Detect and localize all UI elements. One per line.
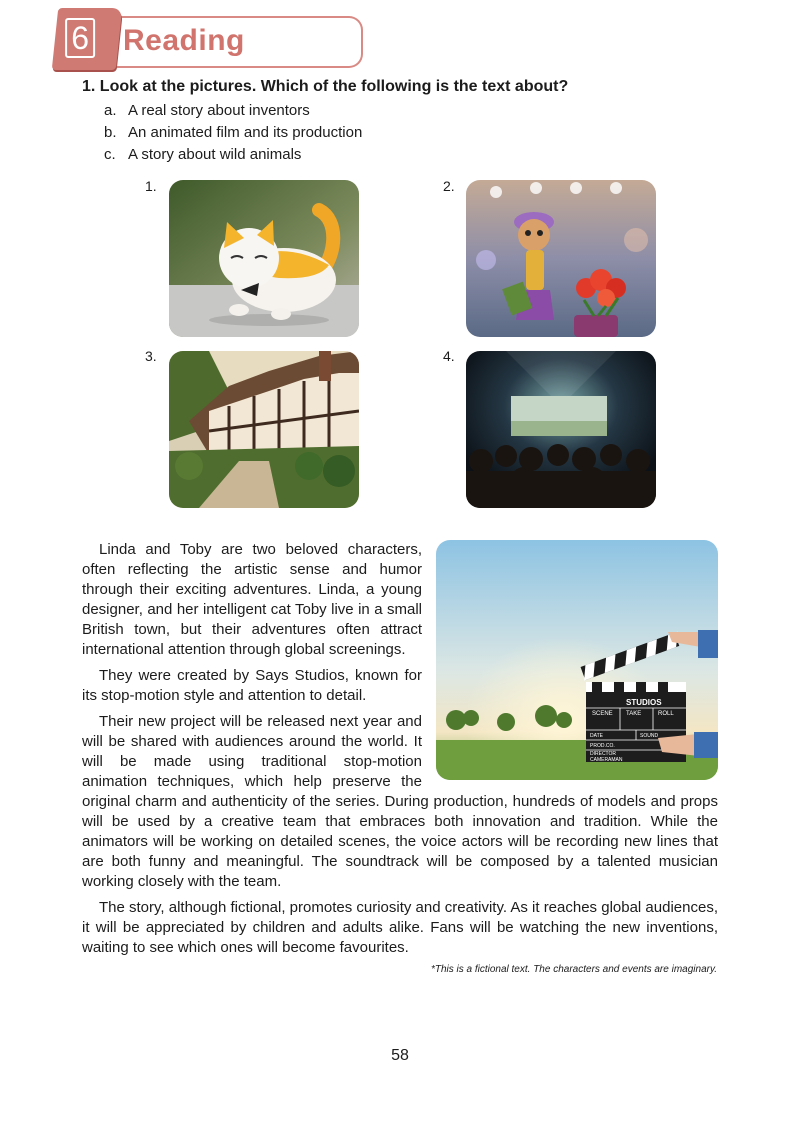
option-text: A story about wild animals: [128, 146, 302, 163]
option-a: [104, 102, 722, 119]
fictional-footnote: *This is a fictional text. The characters and events are imaginary.: [430, 964, 717, 975]
picture-3-village-street: [169, 351, 359, 508]
article-paragraph-4: The story, although fictional, promotes curiosity and creativity. As it reaches global audiences, it will be appreciated by children and adults alike. Fans will be watching the new inventions, waiting to see which ones will become favourites.: [82, 899, 718, 956]
article-paragraph-2: They were created by Says Studios, known for its stop-motion style and attention to detail.: [82, 667, 422, 704]
picture-4-cinema-screen: [466, 351, 656, 508]
article-image-clapperboard: [436, 540, 718, 780]
page-number: 58: [391, 1047, 409, 1064]
option-letter: c.: [104, 146, 116, 163]
clapper-sound-text: SOUND: [640, 733, 659, 739]
clapper-roll-text: ROLL: [658, 711, 674, 717]
picture-3-number: 3.: [145, 348, 157, 364]
clapper-prodco-text: PROD.CO.: [590, 743, 615, 749]
question-title: 1. Look at the pictures. Which of the following is the text about?: [82, 78, 569, 95]
section-title: Reading: [123, 24, 245, 57]
option-text: A real story about inventors: [128, 102, 310, 119]
option-letter: a.: [104, 102, 117, 119]
clapper-director-text: DIRECTOR: [590, 751, 617, 757]
section-title-box: [111, 16, 363, 68]
article-paragraph-1: Linda and Toby are two beloved characters, often reflecting the artistic sense and humor through their exciting adventures. Linda, a young designer, and her intelligent cat Toby live in a small British town, but their adventures often attract international attention through global screenings.: [82, 541, 422, 658]
option-letter: b.: [104, 124, 117, 141]
picture-2-puppet-figure: [466, 180, 656, 337]
picture-2-number: 2.: [443, 178, 455, 194]
clapper-studios-text: STUDIOS: [626, 698, 662, 707]
question-block: [82, 78, 722, 168]
picture-1-number: 1.: [145, 178, 157, 194]
option-text: An animated film and its production: [128, 124, 363, 141]
option-b: [104, 124, 722, 141]
picture-1-cat-figurine: [169, 180, 359, 337]
section-number-badge: [52, 8, 123, 70]
clapper-take-text: TAKE: [626, 711, 642, 717]
article-paragraph-3: Their new project will be released next year and will be shared with audiences around the world. It will be made using traditional stop-motion animation techniques, which help preserve the original charm and authenticity of the series. During production, hundreds of models and props will be used by a creative team that embraces both innovation and tradition. While the animators will be working on detailed scenes, the voice actors will be recording new lines that are both funny and meaningful. The soundtrack will be composed by a talented musician working closely with the team.: [82, 713, 718, 890]
section-header: [55, 8, 365, 68]
article-text: [82, 540, 718, 964]
clapper-date-text: DATE: [590, 733, 603, 739]
picture-4-number: 4.: [443, 348, 455, 364]
clapper-cameraman-text: CAMERAMAN: [590, 757, 623, 763]
section-number: 6: [65, 18, 95, 58]
clapper-scene-text: SCENE: [592, 711, 613, 717]
option-c: [104, 146, 722, 163]
